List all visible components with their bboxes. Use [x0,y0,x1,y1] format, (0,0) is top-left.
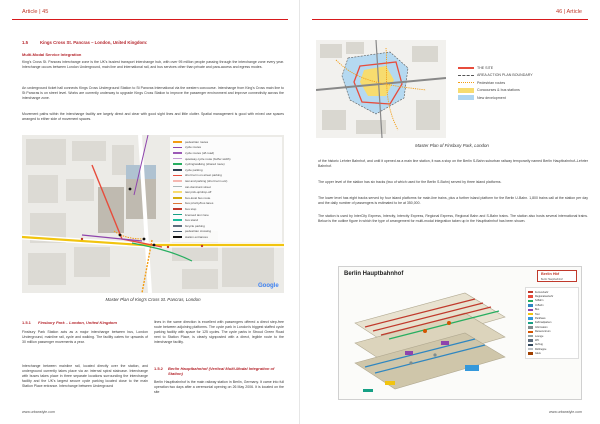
intro-paragraph-3: Movement paths within the interchange facility are largely direct and clear with good sight lines and little clutter. Spatial management is good with mixed use spaces arranged to either side of movement spaces. [22,112,284,121]
subsection-title-1-5-1: Finsbury Park – London, United Kingdom [38,320,117,325]
legend-swatch [528,331,533,333]
finsbury-caption: Master Plan of Finsbury Park, London [415,143,489,148]
kings-cross-legend [170,137,282,242]
legend-label: Fernverkehr [535,290,549,294]
berlin-legend [525,287,579,359]
legend-swatch [528,304,533,306]
legend-label: taxi pick-up/drop-off [185,190,212,195]
finsbury-map-graphic [316,40,446,138]
footer-link-right[interactable]: www.urbanstyle.com [549,410,582,414]
intro-paragraph-2: An underground ticket hall connects Kings Cross Underground Station to St Pancras International via the western concourse. Interchange from King's Cross main line to St Pancras is on street level. Works are currently underway to upgrade Kings Cross Station to improve the passenger environment and improve connectivity across the interchange zone. [22,86,284,100]
legend-swatch [173,163,182,165]
page-header-right: 46 | Article [555,9,582,15]
legend-swatch [173,225,182,227]
legend-swatch [173,219,182,221]
legend-swatch [173,191,182,193]
legend-label: Gleis [535,352,541,356]
right-page [300,0,600,424]
berlin-diagram-title: Berlin Hauptbahnhof [344,271,404,277]
berlin-badge-subtitle: Berlin Hauptbahnhof [541,277,563,281]
legend-swatch [458,95,474,100]
legend-swatch [458,82,474,83]
finsbury-legend-item [458,94,588,102]
finsbury-legend-item [458,87,588,95]
legend-label: bus stand [185,218,199,223]
subsection-number-1-5-2: 1.5.2 [154,366,163,371]
finsbury-legend-item [458,72,588,80]
legend-label: bus stop [185,206,197,211]
legend-label: U-Bahn [535,303,544,307]
finsbury-paragraph-1: Finsbury Park Station acts as a major interchange between bus, London Underground, mainline rail, cycle and walking. The facility caters for upwards of 30 million passenger movements a year. [22,330,148,344]
legend-swatch [528,317,533,319]
legend-label: short term on-street parking [185,173,222,178]
legend-swatch [528,335,533,337]
subsection-title-1-5-2: Berlin Hauptbahnhof (Vertical Multi-Modal Integration of Station) [168,366,275,377]
legend-label: THE SITE [477,65,494,70]
header-rule [12,19,288,20]
legend-label: Fahrradparken [535,321,552,325]
legend-swatch [173,180,182,182]
legend-label: cycle routes [185,145,202,150]
section-number: 1.5 [22,40,28,45]
legend-label: pedestrian crossing [185,229,212,234]
legend-label: bicycle parking [185,223,205,228]
legend-label: car-dominant street [185,184,211,189]
legend-swatch [528,322,533,324]
legend-label: bus-local bus route [185,195,211,200]
finsbury-map [316,40,446,138]
legend-label: cycle parking [185,167,203,172]
legend-swatch [173,147,182,149]
legend-swatch [528,344,533,346]
legend-label: Concourses & bus stations [477,88,520,93]
berlin-paragraph-3: The lower level has eight tracks served by four island platforms for main-line trains, plus a further island platform for the Berlin U-Bahn. 1,800 trains call at the station per day and the daily number of passengers is estimated to be at 350,000. [318,196,588,205]
berlin-badge-title: Berlin Hbf [541,272,560,276]
finsbury-paragraph-2: Interchange between mainline rail, located directly over the station, and underground currently takes place via an internal spiral staircase. Interchange with buses takes place in three separate locations surrounding the interchange facility and the UK's largest secure cycle parking located close to the main Station Place entrance. Interchange between Underground [22,364,148,388]
intro-paragraph-1: King's Cross St. Pancras interchange zone is the UK's busiest transport interchange hub, with over 95 million people passing through the interchange zone every year. Interchange occurs between London Underground, main line and international rail, and bus services other than private and para-access and egress modes. [22,60,284,69]
legend-swatch [173,152,182,154]
legend-label: S-Bahn [535,299,544,303]
kings-cross-legend-item [173,234,279,240]
legend-swatch [528,339,533,341]
legend-label: licensed taxi zone [185,212,209,217]
legend-swatch [528,348,533,350]
finsbury-legend-item [458,64,588,72]
legend-swatch [528,352,533,354]
legend-label: cycling/walking (shared route) [185,162,225,167]
section-subheading: Multi-Modal Service Integration [22,52,82,57]
page-header-left: Article | 45 [22,9,49,15]
finsbury-legend-item [458,79,588,87]
finsbury-legend [458,64,588,102]
legend-label: Bus [535,308,540,312]
legend-swatch [528,300,533,302]
legend-swatch [173,203,182,205]
legend-label: bus priority/bus lanes [185,201,214,206]
legend-label: quietway cycle route (buffer width) [185,156,231,161]
berlin-paragraph-4: The station is used by InterCity Express, Intercity, Intercity Express, Regional Express, Regional Bahn and S-Bahn trains. The station also hosts several international trains. Below is the outline figure in which the type of arrangement for multi-modal integration taken up in the Hauptbahnhof has been shown. [318,214,588,223]
berlin-intro-paragraph: Berlin Hauptbahnhof is the main railway station in Berlin, Germany. It came into full operation two days after a ceremonial opening on 26 May 2006. It is located on the site [154,380,284,394]
legend-swatch [528,326,533,328]
legend-label: Regionalverkehr [535,295,554,299]
legend-swatch [173,169,182,171]
legend-swatch [173,236,182,238]
berlin-paragraph-1: of the historic Lehrter Bahnhof, and until it opened as a main line station, it was a stop on the Berlin S-Bahn suburban railway temporarily named Berlin Hauptbahnhof–Lehrter Bahnhof. [318,159,588,168]
legend-label: AREA ACTION PLAN BOUNDARY [477,73,533,78]
legend-swatch [173,197,182,199]
legend-swatch [173,208,182,210]
google-logo: Google [258,283,279,289]
legend-swatch [173,158,182,160]
header-rule-right [312,19,588,20]
section-title: Kings Cross St. Pancras – London, United Kingdom: [40,40,148,45]
legend-label: Lounge [535,334,544,338]
legend-swatch [173,214,182,216]
legend-swatch [528,295,533,297]
berlin-legend-item [528,351,576,355]
legend-swatch [458,67,474,69]
legend-label: Parkhaus [535,317,546,321]
legend-label: pedestrian routes [185,139,209,144]
legend-label: Pedestrian routes [477,80,506,85]
legend-swatch [458,75,474,76]
berlin-diagram [338,266,582,400]
legend-swatch [528,313,533,315]
legend-label: cycle routes (off-road) [185,150,215,155]
legend-label: Reisezentrum [535,330,551,334]
legend-swatch [458,88,474,93]
legend-swatch [528,309,533,311]
kings-cross-legend-list [173,139,279,240]
legend-swatch [173,186,182,188]
finsbury-paragraph-3: lines in the same direction is excellent with passengers offered a direct step-free route between adjoining platforms. The cycle park in London's biggest staffed cycle parking facility with space for 125 cycles. The cycle parks in Stroud Green Road next to Station Place, is clearly signposted with a direct, legible route to the interchange facility. [154,320,284,344]
legend-label: Rolltreppe [535,347,547,351]
legend-label: WC [535,338,540,342]
legend-label: New development [477,95,506,100]
kings-cross-caption: Master Plan of King's Cross St. Pancras, London [105,297,201,302]
footer-link-left[interactable]: www.urbanstyle.com [22,410,55,414]
berlin-paragraph-2: The upper level of the station has six tracks (two of which used for the Berlin S-Bahn) served by three island platforms. [318,180,502,184]
legend-label: station entrances [185,234,208,239]
kings-cross-map [22,135,284,293]
legend-label: Information [535,325,548,329]
legend-label: taxi and parking (short term etc) [185,178,228,183]
legend-label: Taxi [535,312,540,316]
legend-label: Aufzug [535,343,543,347]
legend-swatch [173,175,182,177]
legend-swatch [173,141,182,143]
legend-swatch [173,231,182,233]
legend-swatch [528,291,533,293]
subsection-number-1-5-1: 1.5.1 [22,320,31,325]
